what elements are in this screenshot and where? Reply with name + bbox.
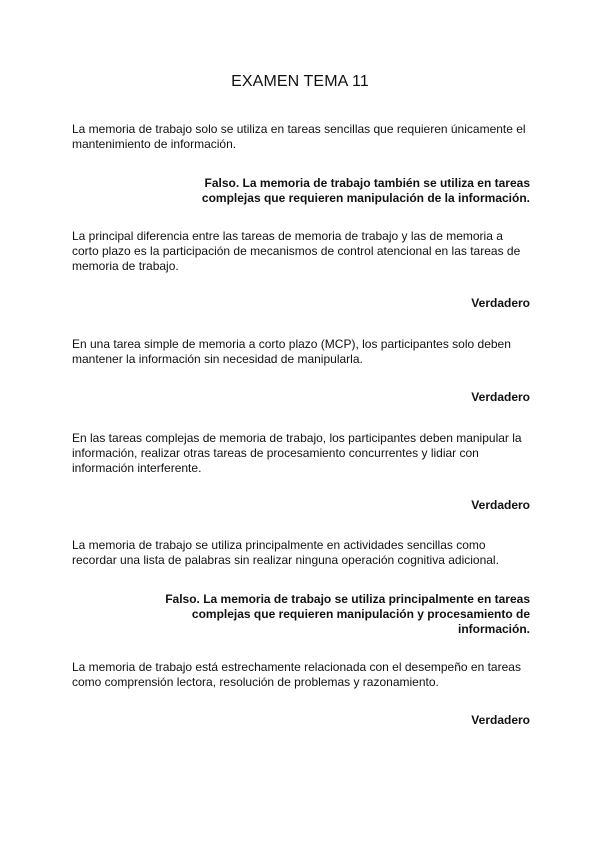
answer-5: Falso. La memoria de trabajo se utiliza principalmente en tareas complejas que requieren manipulación y procesamiento de información. bbox=[165, 592, 530, 636]
statement-1: La memoria de trabajo solo se utiliza en tareas sencillas que requieren únicamente el mantenimiento de información. bbox=[72, 122, 526, 151]
answer-1: Falso. La memoria de trabajo también se utiliza en tareas complejas que requieren manipulación de la información. bbox=[201, 176, 530, 205]
answer-3: Verdadero bbox=[471, 390, 530, 404]
statement-2: La principal diferencia entre las tareas de memoria de trabajo y las de memoria a corto plazo es la participación de mecanismos de control atencional en las tareas de memoria de trabajo. bbox=[72, 229, 521, 273]
page-title: EXAMEN TEMA 11 bbox=[231, 73, 369, 90]
answer-4: Verdadero bbox=[471, 498, 530, 512]
statement-6: La memoria de trabajo está estrechamente relacionada con el desempeño en tareas como comprensión lectora, resolución de problemas y razonamiento. bbox=[72, 660, 521, 689]
statement-4: En las tareas complejas de memoria de trabajo, los participantes deben manipular la información, realizar otras tareas de procesamiento concurrentes y lidiar con información interferente. bbox=[72, 431, 522, 475]
statement-5: La memoria de trabajo se utiliza principalmente en actividades sencillas como recordar una lista de palabras sin realizar ninguna operación cognitiva adicional. bbox=[72, 538, 499, 567]
answer-2: Verdadero bbox=[471, 296, 530, 310]
answer-6: Verdadero bbox=[471, 713, 530, 727]
statement-3: En una tarea simple de memoria a corto plazo (MCP), los participantes solo deben mantener la información sin necesidad de manipularla. bbox=[72, 337, 511, 366]
